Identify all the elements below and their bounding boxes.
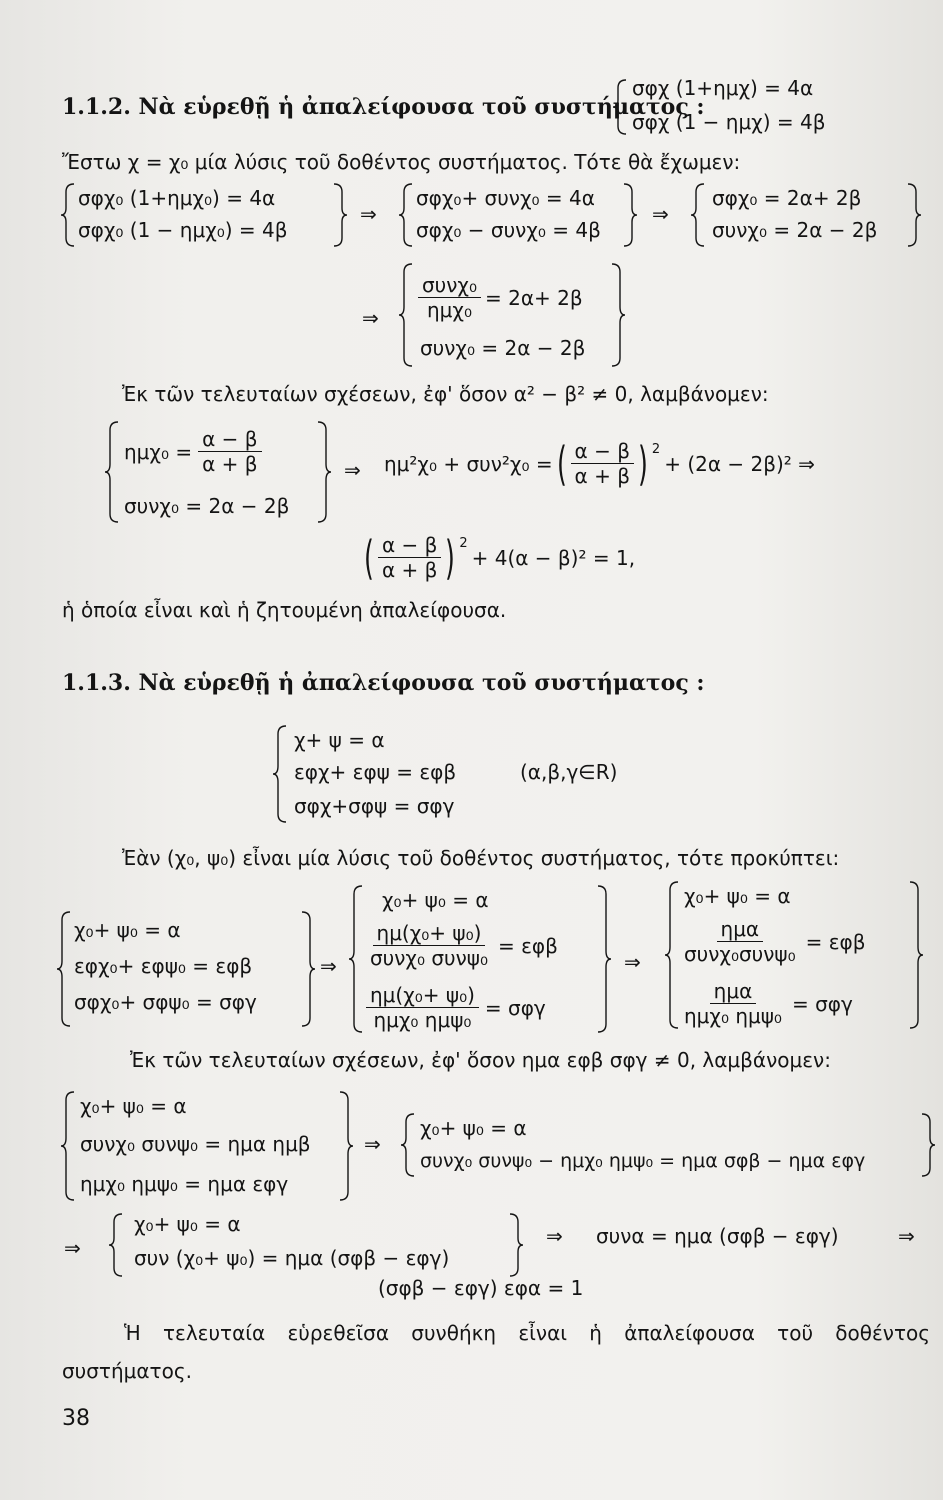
right-brace [328,182,348,248]
system-condition: (α,β,γ∈R) [520,760,618,784]
eq-final: (σφβ − εφγ) εφα = 1 [378,1276,584,1300]
since-text-112: Ἐκ τῶν τελευταίων σχέσεων, ἐφ' ὅσον α² − β² ≠ 0, λαμβάνομεν: [122,382,769,406]
right-brace [592,884,612,1034]
eq-a3: σφχ₀+ σφψ₀ = σφγ [74,990,257,1014]
eq-b1: σφχ₀+ συνχ₀ = 4α [416,186,595,210]
numerator: ημ(χ₀+ ψ₀) [373,922,486,946]
left-brace [398,262,418,368]
fraction [680,918,800,965]
system-eq-1: σφχ (1+ημχ) = 4α [632,76,814,100]
exponent: 2 [651,442,661,457]
eq-d2: συνχ₀ = 2α − 2β [420,336,586,360]
fraction [418,274,481,321]
rhs: = 2α+ 2β [485,285,583,310]
eq-f [384,436,815,491]
implies-arrow: ⇒ [64,1236,81,1260]
fraction [680,980,786,1027]
implies-arrow: ⇒ [546,1224,563,1248]
left-brace [60,182,80,248]
eq-c2: συνχ₀ = 2α − 2β [712,218,878,242]
implies-arrow: ⇒ [360,202,377,226]
exponent: 2 [459,536,468,551]
right-brace [606,262,626,368]
eq-f2: συν (χ₀+ ψ₀) = ημα (σφβ − εφγ) [134,1246,450,1270]
denominator: α + β [202,452,258,476]
right-brace [504,1212,524,1278]
rhs: = σφγ [791,991,853,1016]
system-eq-1: χ+ ψ = α [294,728,385,752]
lhs: ημχ₀ = [124,439,193,464]
implies-arrow: ⇒ [652,202,669,226]
eq-a1: σφχ₀ (1+ημχ₀) = 4α [78,186,276,210]
fraction [198,428,261,475]
left-brace [400,1112,420,1178]
numerator: συνχ₀ [418,274,481,298]
eq-a1: χ₀+ ψ₀ = α [74,918,181,942]
denominator: συνχ₀συνψ₀ [684,942,796,966]
left-brace [56,910,76,1028]
eq-d2: συνχ₀ συνψ₀ = ημα ημβ [80,1132,311,1156]
numerator: α − β [378,534,441,558]
implies-arrow: ⇒ [898,1224,915,1248]
section-heading-112: 1.1.2. Νὰ εὑρεθῇ ἡ ἀπαλείφουσα τοῦ συστήματος : [62,94,705,120]
right-brace [334,1090,354,1202]
eq-d1 [418,274,583,321]
system-eq-3: σφχ+σφψ = σφγ [294,794,455,818]
fraction [571,440,634,487]
denominator: α + β [574,464,630,488]
numerator: ημα [710,980,757,1004]
eq-c1: χ₀+ ψ₀ = α [684,884,791,908]
section-heading-113: 1.1.3. Νὰ εὑρεθῇ ἡ ἀπαλείφουσα τοῦ συστήματος : [62,670,705,696]
system-eq-2: εφχ+ εφψ = εφβ [294,760,457,784]
eq-b2 [366,922,558,969]
since-text-113: Ἐκ τῶν τελευταίων σχέσεων, ἐφ' ὅσον ημα εφβ σφγ ≠ 0, λαμβάνομεν: [130,1048,831,1072]
close-paren: ) [445,530,456,585]
eq-a2: εφχ₀+ εφψ₀ = εφβ [74,954,253,978]
open-paren: ( [364,530,374,585]
eq-e2: συνχ₀ συνψ₀ − ημχ₀ ημψ₀ = ημα σφβ − ημα εφγ [420,1150,866,1172]
implies-arrow: ⇒ [624,950,641,974]
left-brace [108,1212,128,1278]
lhs: ημ²χ₀ + συν²χ₀ = [384,451,553,476]
left-brace [348,884,368,1034]
eq-b3 [366,984,546,1031]
eq-d1: χ₀+ ψ₀ = α [80,1094,187,1118]
right-brace [312,420,332,524]
eq-e1 [124,428,262,475]
close-paren: ) [638,436,648,491]
left-brace [272,724,292,824]
numerator: ημα [717,918,764,942]
implies-arrow: ⇒ [364,1132,381,1156]
fraction [366,922,492,969]
fraction [378,534,441,581]
denominator: ημχ₀ ημψ₀ [684,1004,782,1028]
eq-e1: χ₀+ ψ₀ = α [420,1116,527,1140]
conclusion-text-112: ἡ ὁποία εἶναι καὶ ἡ ζητουμένη ἀπαλείφουσα. [62,598,507,622]
page-number: 38 [62,1406,90,1431]
eq-f1: χ₀+ ψ₀ = α [134,1212,241,1236]
rhs: + 4(α − β)² = 1, [471,545,636,570]
eq-b2: σφχ₀ − συνχ₀ = 4β [416,218,601,242]
implies-arrow: ⇒ [320,954,337,978]
denominator: συνχ₀ συνψ₀ [370,946,488,970]
eq-a2: σφχ₀ (1 − ημχ₀) = 4β [78,218,288,242]
left-brace [690,182,710,248]
numerator: ημ(χ₀+ ψ₀) [366,984,479,1008]
right-brace [296,910,316,1028]
eq-c2 [680,918,866,965]
rhs: = σφγ [484,995,546,1020]
eq-e2: συνχ₀ = 2α − 2β [124,494,290,518]
intro-text-113: Ἐὰν (χ₀, ψ₀) εἶναι μία λύσις τοῦ δοθέντος συστήματος, τότε προκύπτει: [122,846,840,870]
rhs: = εφβ [805,929,866,954]
rhs: = εφβ [497,933,558,958]
left-brace [398,182,418,248]
denominator: ημχ₀ ημψ₀ [373,1008,472,1032]
eq-c1: σφχ₀ = 2α+ 2β [712,186,862,210]
implies-arrow: ⇒ [344,458,361,482]
open-paren: ( [556,436,567,491]
eq-b1: χ₀+ ψ₀ = α [382,888,489,912]
numerator: α − β [198,428,261,452]
denominator: ημχ₀ [427,298,472,322]
right-brace [904,880,924,1030]
conclusion-text-113: Ἡ τελευταία εὑρεθεῖσα συνθήκη εἶναι ἡ ἀπαλείφουσα τοῦ δοθέντος συστήματος. [62,1321,930,1383]
numerator: α − β [571,440,634,464]
eq-d3: ημχ₀ ημψ₀ = ημα εφγ [80,1172,289,1196]
right-brace [902,182,922,248]
rhs: + (2α − 2β)² ⇒ [664,451,815,476]
system-eq-2: σφχ (1 − ημχ) = 4β [632,110,826,134]
denominator: α + β [381,558,438,582]
eq-g [360,530,636,585]
right-brace [916,1112,936,1178]
eq-c3 [680,980,853,1027]
left-brace [60,1090,80,1202]
fraction [366,984,479,1031]
eq-f-rhs: συνα = ημα (σφβ − εφγ) [596,1224,839,1248]
intro-text-112: Ἔστω χ = χ₀ μία λύσις τοῦ δοθέντος συστήματος. Τότε θὰ ἔχωμεν: [62,150,741,174]
left-brace [104,420,124,524]
right-brace [618,182,638,248]
implies-arrow: ⇒ [362,306,379,330]
left-brace [612,78,632,136]
